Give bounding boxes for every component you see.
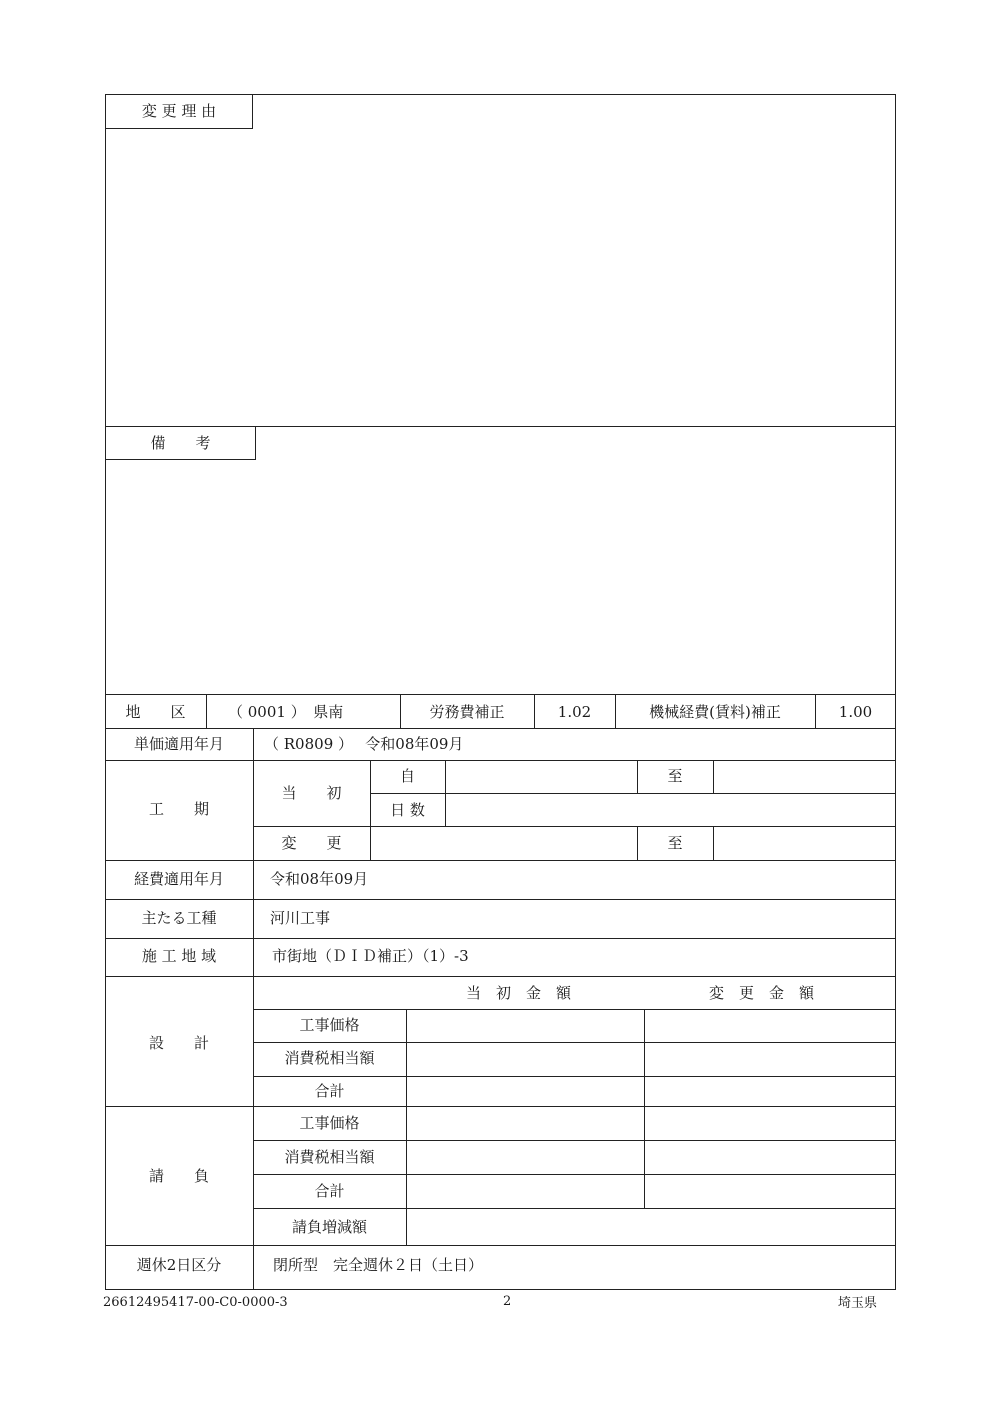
contract-col-sep-1 bbox=[406, 1106, 407, 1245]
contract-row-divider-3 bbox=[253, 1208, 896, 1209]
footer-prefecture: 埼玉県 bbox=[838, 1296, 878, 1311]
holiday-value: 閉所型 完全週休２日（土日） bbox=[273, 1256, 484, 1274]
divider-expense-top bbox=[105, 860, 896, 861]
design-row-total-label: 合計 bbox=[314, 1082, 345, 1100]
design-row-tax-label: 消費税相当額 bbox=[284, 1049, 375, 1067]
contract-row-price-label: 工事価格 bbox=[299, 1114, 360, 1132]
period-to-value[interactable] bbox=[714, 761, 895, 792]
area-sep bbox=[253, 938, 254, 976]
labor-correction-label: 労務費補正 bbox=[429, 703, 505, 721]
design-col-sep-1 bbox=[406, 1009, 407, 1106]
reason-label: 変 更 理 由 bbox=[141, 102, 217, 120]
period-change-to-value[interactable] bbox=[714, 827, 895, 859]
amounts-header-bottom bbox=[253, 1009, 896, 1010]
remarks-label: 備 考 bbox=[150, 434, 211, 452]
design-row-divider-1 bbox=[253, 1042, 896, 1043]
unit-price-value: （ R0809 ） 令和08年09月 bbox=[264, 735, 464, 753]
expense-month-value: 令和08年09月 bbox=[270, 870, 369, 888]
period-initial-label: 当 初 bbox=[281, 784, 342, 802]
area-value: 市街地（ＤＩＤ補正）（1）-3 bbox=[272, 947, 469, 965]
holiday-label: 週休2日区分 bbox=[136, 1256, 222, 1274]
design-row-divider-2 bbox=[253, 1076, 896, 1077]
footer-page-number: 2 bbox=[503, 1294, 512, 1309]
divider-unitprice-top bbox=[105, 728, 896, 729]
unitprice-sep bbox=[253, 728, 254, 760]
divider-contract-top bbox=[105, 1106, 896, 1107]
period-change-from-value[interactable] bbox=[371, 827, 636, 859]
design-label: 設 計 bbox=[148, 1034, 209, 1052]
period-label: 工 期 bbox=[148, 800, 209, 818]
main-work-label: 主たる工種 bbox=[141, 909, 217, 927]
remarks-content[interactable] bbox=[106, 461, 894, 693]
contract-col-sep-2 bbox=[644, 1106, 645, 1208]
period-from-value[interactable] bbox=[446, 761, 636, 792]
changed-amount-header: 変 更 金 額 bbox=[709, 984, 815, 1002]
contract-row-total-label: 合計 bbox=[314, 1182, 345, 1200]
machine-correction-label: 機械経費(賃料)補正 bbox=[649, 703, 781, 721]
holiday-sep bbox=[253, 1245, 254, 1290]
divider-mainwork-top bbox=[105, 899, 896, 900]
divider-district-top bbox=[105, 694, 896, 695]
contract-label: 請 負 bbox=[148, 1167, 209, 1185]
period-to-label: 至 bbox=[667, 767, 683, 785]
expense-sep bbox=[253, 860, 254, 899]
reason-content[interactable] bbox=[106, 130, 894, 425]
expense-month-label: 経費適用年月 bbox=[133, 870, 224, 888]
design-col-sep-2 bbox=[644, 1009, 645, 1106]
district-code: （ 0001 ） 県南 bbox=[228, 703, 344, 721]
main-work-value: 河川工事 bbox=[270, 909, 331, 927]
district-label: 地 区 bbox=[125, 703, 186, 721]
mainwork-sep bbox=[253, 899, 254, 938]
period-days-label: 日 数 bbox=[390, 801, 425, 819]
divider-holiday-top bbox=[105, 1245, 896, 1246]
contract-row-tax-label: 消費税相当額 bbox=[284, 1148, 375, 1166]
period-from-label: 自 bbox=[399, 767, 415, 785]
period-change-label: 変 更 bbox=[281, 834, 342, 852]
district-sep-1 bbox=[206, 694, 207, 728]
design-row-price-label: 工事価格 bbox=[299, 1016, 360, 1034]
initial-amount-header: 当 初 金 額 bbox=[466, 984, 572, 1002]
contract-row-divider-2 bbox=[253, 1174, 896, 1175]
machine-correction-value: 1.00 bbox=[838, 703, 873, 721]
divider-amounts-top bbox=[105, 976, 896, 977]
divider-area-top bbox=[105, 938, 896, 939]
area-label: 施 工 地 域 bbox=[141, 947, 217, 965]
labor-correction-value: 1.02 bbox=[557, 703, 592, 721]
contract-row-divider-1 bbox=[253, 1140, 896, 1141]
period-days-value[interactable] bbox=[446, 794, 895, 825]
unit-price-label: 単価適用年月 bbox=[133, 735, 224, 753]
footer-doc-number: 26612495417-00-C0-0000-3 bbox=[103, 1295, 288, 1310]
contract-row-change-label: 請負増減額 bbox=[291, 1218, 367, 1236]
period-change-to-label: 至 bbox=[667, 834, 683, 852]
